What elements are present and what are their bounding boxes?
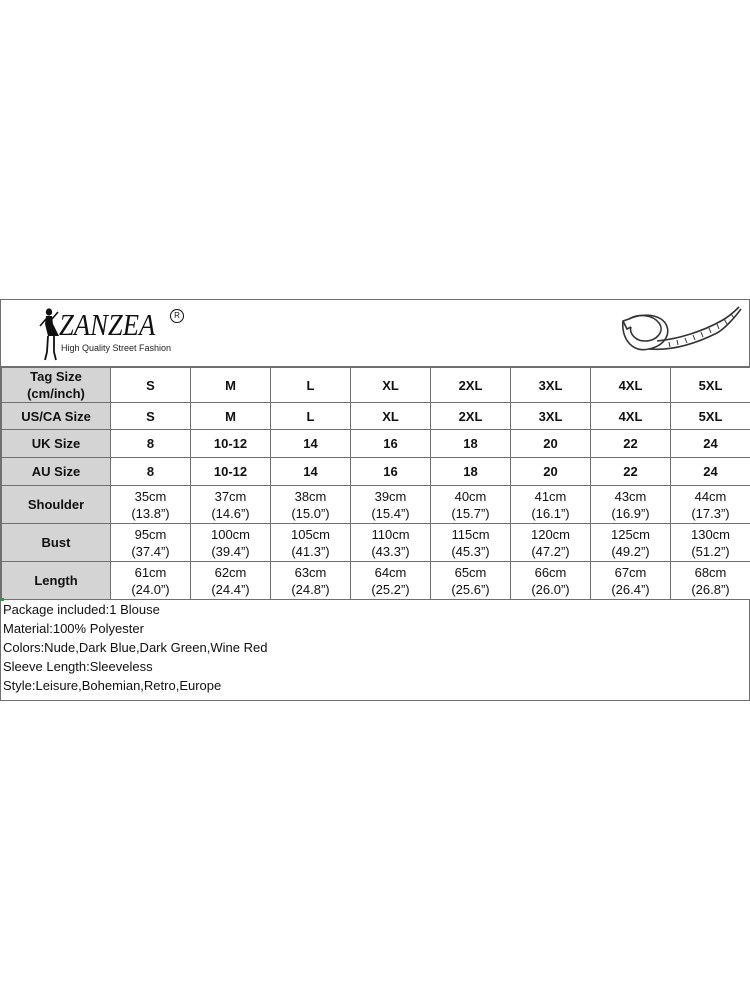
brand-header <box>1 300 749 367</box>
table-cell: 22 <box>591 430 671 458</box>
measurement-cell: 63cm (24.8”) <box>271 562 351 600</box>
table-cell: 8 <box>111 430 191 458</box>
measurement-cell: 65cm (25.6”) <box>431 562 511 600</box>
measurement-cell: 115cm (45.3”) <box>431 524 511 562</box>
measurement-cell: 120cm (47.2”) <box>511 524 591 562</box>
measurement-cell: 68cm (26.8”) <box>671 562 750 600</box>
size-header-cell: 2XL <box>431 368 511 403</box>
table-row <box>2 524 750 562</box>
table-row <box>2 458 750 486</box>
measurement-cell: 62cm (24.4”) <box>191 562 271 600</box>
shoulder-label: Shoulder <box>2 486 111 524</box>
table-cell: 2XL <box>431 403 511 430</box>
measurement-cell: 66cm (26.0”) <box>511 562 591 600</box>
table-cell: 24 <box>671 430 750 458</box>
brand-tagline: High Quality Street Fashion <box>61 343 172 353</box>
size-header-cell: L <box>271 368 351 403</box>
size-table <box>1 367 750 600</box>
detail-sleeve-length: Sleeve Length:Sleeveless <box>3 659 153 674</box>
measurement-cell: 44cm (17.3”) <box>671 486 750 524</box>
uk-size-label: UK Size <box>2 430 111 458</box>
table-cell: S <box>111 403 191 430</box>
table-cell: 18 <box>431 430 511 458</box>
size-chart-panel <box>0 299 750 701</box>
measurement-cell: 40cm (15.7”) <box>431 486 511 524</box>
table-cell: 16 <box>351 458 431 486</box>
measurement-cell: 39cm (15.4”) <box>351 486 431 524</box>
measurement-cell: 125cm (49.2”) <box>591 524 671 562</box>
measurement-cell: 41cm (16.1”) <box>511 486 591 524</box>
size-header-cell: M <box>191 368 271 403</box>
au-size-label: AU Size <box>2 458 111 486</box>
measurement-cell: 64cm (25.2”) <box>351 562 431 600</box>
table-cell: 16 <box>351 430 431 458</box>
measurement-cell: 67cm (26.4”) <box>591 562 671 600</box>
length-label: Length <box>2 562 111 600</box>
table-cell: 5XL <box>671 403 750 430</box>
table-cell: 8 <box>111 458 191 486</box>
table-cell: 24 <box>671 458 750 486</box>
table-row <box>2 486 750 524</box>
size-header-cell: 4XL <box>591 368 671 403</box>
bust-label: Bust <box>2 524 111 562</box>
detail-package: Package included:1 Blouse <box>3 602 160 617</box>
table-cell: 18 <box>431 458 511 486</box>
size-header-cell: S <box>111 368 191 403</box>
measurement-cell: 38cm (15.0”) <box>271 486 351 524</box>
table-row <box>2 403 750 430</box>
detail-material: Material:100% Polyester <box>3 621 144 636</box>
size-header-cell: XL <box>351 368 431 403</box>
measurement-cell: 35cm (13.8”) <box>111 486 191 524</box>
table-cell: XL <box>351 403 431 430</box>
brand-logo-text: ZANZEA <box>59 307 156 342</box>
measurement-cell: 61cm (24.0”) <box>111 562 191 600</box>
us-ca-size-label: US/CA Size <box>2 403 111 430</box>
measurement-cell: 105cm (41.3”) <box>271 524 351 562</box>
table-cell: 14 <box>271 458 351 486</box>
table-row <box>2 368 750 403</box>
detail-style: Style:Leisure,Bohemian,Retro,Europe <box>3 678 222 693</box>
table-row <box>2 430 750 458</box>
table-cell: L <box>271 403 351 430</box>
measurement-cell: 43cm (16.9”) <box>591 486 671 524</box>
table-cell: 20 <box>511 458 591 486</box>
table-cell: M <box>191 403 271 430</box>
measurement-cell: 95cm (37.4”) <box>111 524 191 562</box>
product-details <box>1 599 749 701</box>
table-cell: 10-12 <box>191 458 271 486</box>
size-header-cell: 3XL <box>511 368 591 403</box>
measurement-cell: 100cm (39.4”) <box>191 524 271 562</box>
table-cell: 14 <box>271 430 351 458</box>
table-cell: 20 <box>511 430 591 458</box>
table-cell: 22 <box>591 458 671 486</box>
table-cell: 4XL <box>591 403 671 430</box>
registered-mark: R <box>170 309 184 323</box>
table-cell: 3XL <box>511 403 591 430</box>
size-header-cell: 5XL <box>671 368 750 403</box>
measurement-cell: 37cm (14.6”) <box>191 486 271 524</box>
detail-colors: Colors:Nude,Dark Blue,Dark Green,Wine Red <box>3 640 268 655</box>
measurement-cell: 130cm (51.2”) <box>671 524 750 562</box>
measurement-cell: 110cm (43.3”) <box>351 524 431 562</box>
table-row <box>2 562 750 600</box>
table-cell: 10-12 <box>191 430 271 458</box>
tag-size-label: Tag Size (cm/inch) <box>2 368 111 403</box>
tape-measure-icon <box>617 305 745 363</box>
